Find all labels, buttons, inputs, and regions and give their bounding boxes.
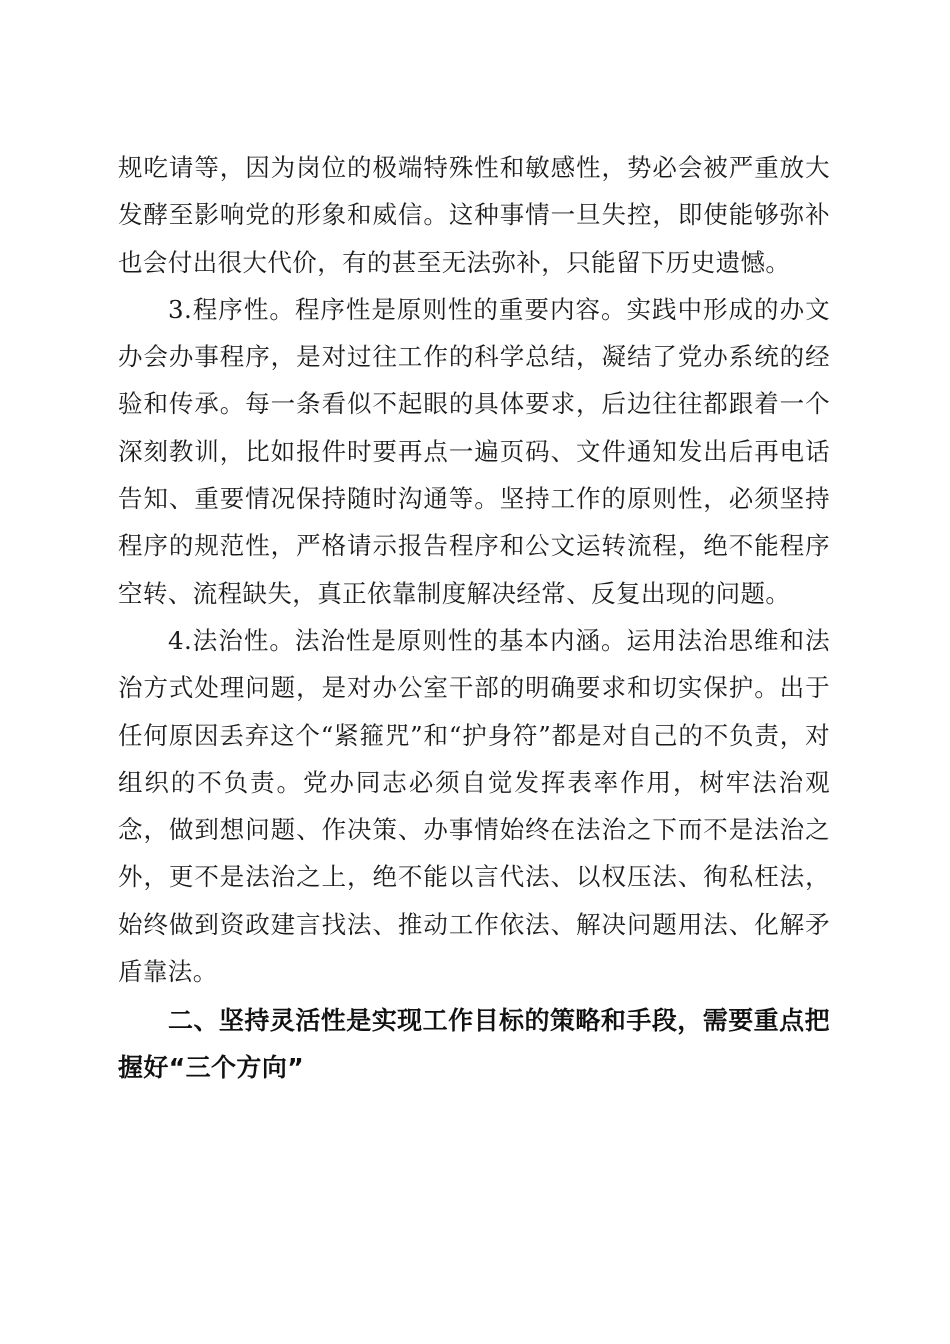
paragraph-procedure: 3.程序性。程序性是原则性的重要内容。实践中形成的办文办会办事程序，是对过往工作的科学总结，凝结了党办系统的经验和传承。每一条看似不起眼的具体要求，后边往往都跟着一个深刻教训，比如报件时要再点一遍页码、文件通知发出后再电话告知、重要情况保持随时沟通等。坚持工作的原则性，必须坚持程序的规范性，严格请示报告程序和公文运转流程，绝不能程序空转、流程缺失，真正依靠制度解决经常、反复出现的问题。: [118, 294, 830, 608]
section-heading: 二、坚持灵活性是实现工作目标的策略和手段，需要重点把握好“三个方向”: [118, 1006, 830, 1083]
document-body: [118, 144, 830, 1091]
paragraph-continuation: 规吃请等，因为岗位的极端特殊性和敏感性，势必会被严重放大发酵至影响党的形象和威信。这种事情一旦失控，即使能够弥补也会付出很大代价，有的甚至无法弥补，只能留下历史遗憾。: [118, 153, 830, 277]
paragraph-rule-of-law: 4.法治性。法治性是原则性的基本内涵。运用法治思维和法治方式处理问题，是对办公室干部的明确要求和切实保护。出于任何原因丢弃这个“紧箍咒”和“护身符”都是对自己的不负责，对组织的不负责。党办同志必须自觉发挥表率作用，树牢法治观念，做到想问题、作决策、办事情始终在法治之下而不是法治之外，更不是法治之上，绝不能以言代法、以权压法、徇私枉法，始终做到资政建言找法、推动工作依法、解决问题用法、化解矛盾靠法。: [118, 625, 830, 987]
